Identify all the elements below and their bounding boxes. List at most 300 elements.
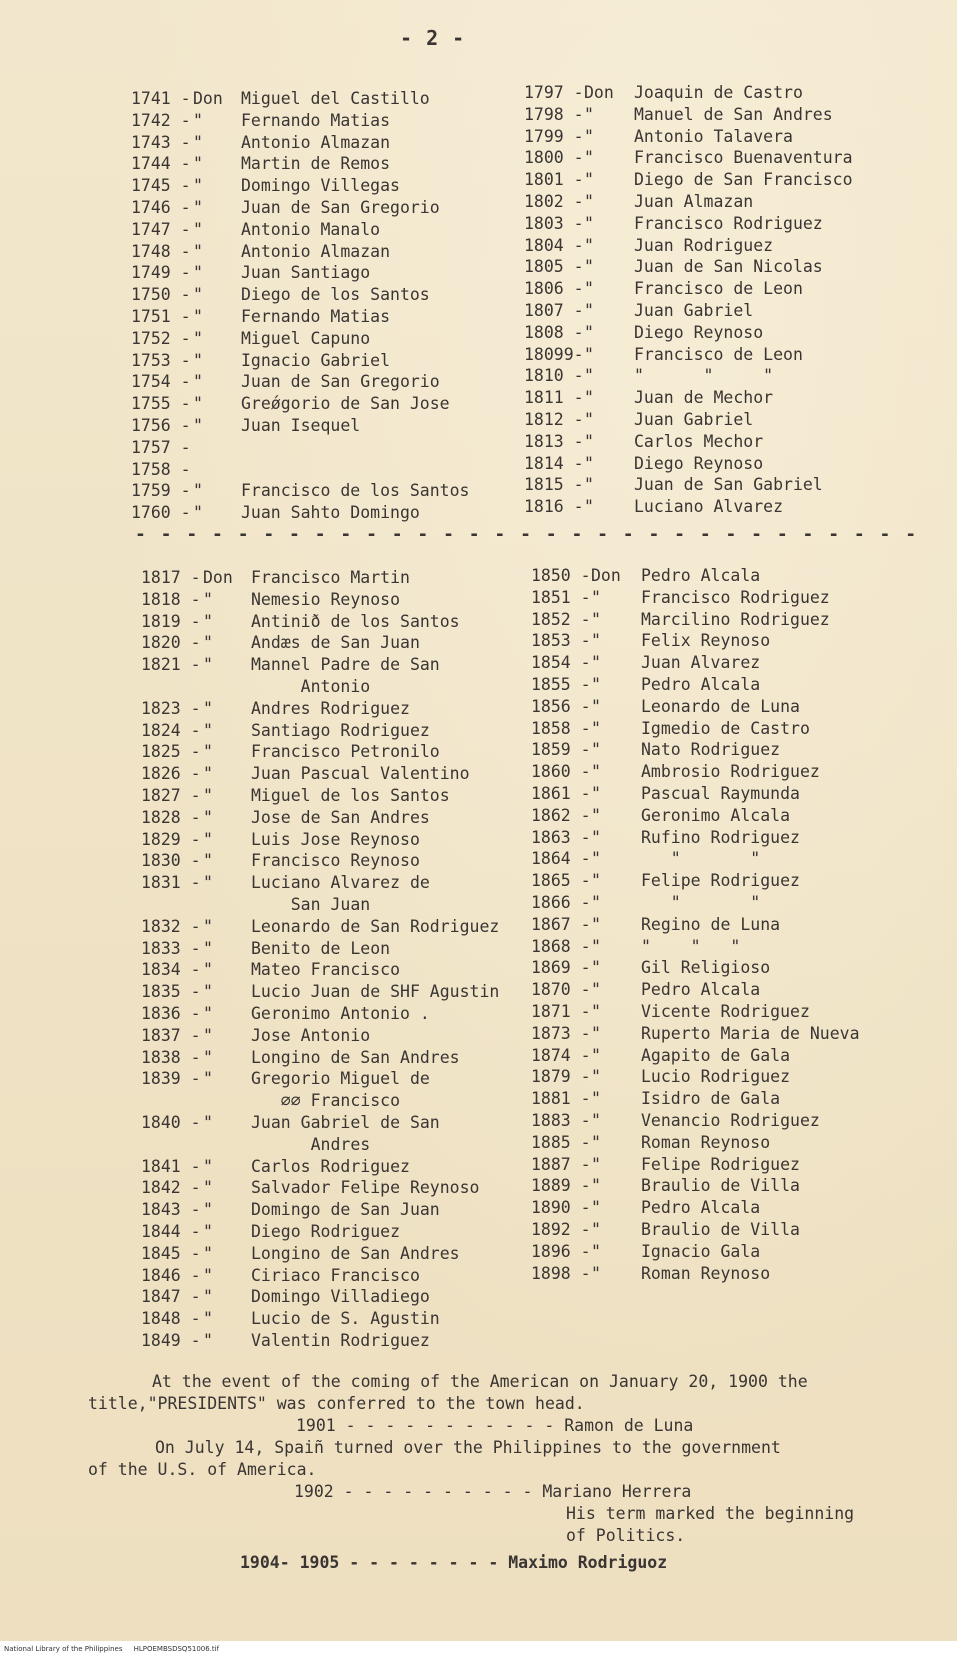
- roster-title: Don: [584, 83, 614, 102]
- roster-row: [141, 741, 499, 763]
- roster-year: 1861 -: [531, 783, 591, 803]
- roster-name: Miguel de los Santos: [251, 785, 450, 805]
- roster-name: Andres: [251, 1134, 371, 1154]
- roster-year: 1812 -: [524, 409, 584, 429]
- closing-line-5: of the U.S. of America.: [88, 1460, 317, 1479]
- roster-year: 1883 -: [531, 1110, 591, 1130]
- roster-row: [141, 894, 499, 916]
- roster-row: [141, 763, 499, 785]
- roster-name: Juan Rodriguez: [634, 235, 774, 255]
- roster-row: [141, 1047, 499, 1069]
- roster-year: 1817 -: [141, 568, 201, 587]
- roster-year: 1747 -: [131, 219, 191, 239]
- roster-name: Juan Alvarez: [641, 653, 761, 673]
- roster-row: [131, 88, 469, 110]
- roster-row: [141, 829, 499, 851]
- roster-year: 1850 -: [531, 566, 591, 585]
- roster-year: 1838 -: [141, 1047, 201, 1067]
- roster-name: Leonardo de Luna: [641, 696, 800, 716]
- roster-year: 1820 -: [141, 633, 201, 653]
- roster-year: 1830 -: [141, 851, 201, 871]
- roster-year: 1753 -: [131, 350, 191, 370]
- roster-row: [131, 328, 469, 350]
- roster-row: [531, 1023, 860, 1045]
- roster-row: [131, 371, 469, 393]
- roster-name: Mannel Padre de San: [251, 655, 440, 675]
- roster-title: ": [193, 285, 203, 305]
- roster-row: [524, 82, 853, 104]
- roster-row: [131, 415, 469, 437]
- roster-row: [531, 1110, 860, 1132]
- roster-year: 1825 -: [141, 742, 201, 762]
- roster-name: Lucio Rodriguez: [641, 1067, 791, 1087]
- roster-row: [141, 1308, 499, 1330]
- roster-name: Felipe Rodriguez: [641, 871, 800, 891]
- roster-name: Juan Isequel: [241, 415, 361, 435]
- closing-line-9: 1904- 1905 - - - - - - - - Maximo Rodriguoz: [240, 1553, 668, 1572]
- roster-row: [524, 104, 853, 126]
- roster-row: [141, 959, 499, 981]
- roster-name: Mateo Francisco: [251, 960, 401, 980]
- roster-row: [141, 1177, 499, 1199]
- roster-row: [524, 496, 853, 518]
- roster-name: Juan Gabriel: [634, 409, 754, 429]
- roster-year: 1866 -: [531, 892, 591, 912]
- roster-year: 1885 -: [531, 1132, 591, 1152]
- roster-name: Diego de los Santos: [241, 285, 430, 305]
- roster-row: [524, 344, 853, 366]
- roster-year: 1813 -: [524, 431, 584, 451]
- roster-title: ": [203, 916, 213, 936]
- roster-name: " ": [641, 849, 761, 869]
- roster-name: Luciano Alvarez: [634, 497, 784, 517]
- roster-year: 1745 -: [131, 176, 191, 196]
- roster-year: 1808 -: [524, 322, 584, 342]
- roster-row: [141, 1243, 499, 1265]
- roster-name: Felipe Rodriguez: [641, 1154, 800, 1174]
- roster-year: 1797 -: [524, 83, 584, 102]
- roster-year: 1873 -: [531, 1023, 591, 1043]
- roster-name: Nemesio Reynoso: [251, 589, 401, 609]
- roster-name: Longino de San Andres: [251, 1047, 460, 1067]
- roster-year: 1757 -: [131, 437, 191, 457]
- roster-name: Fernando Matias: [241, 110, 391, 130]
- roster-row: [531, 674, 860, 696]
- roster-year: 1851 -: [531, 587, 591, 607]
- roster-row: [524, 387, 853, 409]
- roster-row: [531, 739, 860, 761]
- roster-year: 1746 -: [131, 197, 191, 217]
- roster-year: 1871 -: [531, 1001, 591, 1021]
- roster-year: 1749 -: [131, 263, 191, 283]
- roster-title: ": [584, 191, 594, 211]
- roster-row: [131, 284, 469, 306]
- roster-title: ": [591, 696, 601, 716]
- roster-title: ": [203, 1003, 213, 1023]
- roster-year: 1837 -: [141, 1025, 201, 1045]
- roster-title: ": [591, 674, 601, 694]
- roster-row: [531, 1132, 860, 1154]
- roster-name: ∅∅ Francisco: [251, 1091, 401, 1111]
- roster-title: ": [584, 475, 594, 495]
- roster-name: Agapito de Gala: [641, 1045, 791, 1065]
- roster-title: ": [591, 1045, 601, 1065]
- roster-year: 1858 -: [531, 718, 591, 738]
- roster-name: Manuel de San Andres: [634, 104, 833, 124]
- roster-title: ": [193, 154, 203, 174]
- roster-title: ": [193, 241, 203, 261]
- roster-title: ": [203, 960, 213, 980]
- roster-title: ": [193, 350, 203, 370]
- roster-title: ": [193, 328, 203, 348]
- roster-title: ": [591, 827, 601, 847]
- roster-title: ": [591, 914, 601, 934]
- roster-year: 1879 -: [531, 1067, 591, 1087]
- roster-row: [141, 676, 499, 698]
- roster-title: ": [591, 1263, 601, 1283]
- roster-name: Ignacio Gabriel: [241, 350, 391, 370]
- roster-name: Ciriaco Francisco: [251, 1265, 420, 1285]
- roster-name: Francisco Martin: [251, 568, 410, 587]
- roster-row: [131, 480, 469, 502]
- closing-line-8: of Politics.: [566, 1526, 686, 1545]
- roster-title: ": [203, 655, 213, 675]
- roster-row: [131, 393, 469, 415]
- roster-year: 1756 -: [131, 415, 191, 435]
- roster-title: ": [591, 1089, 601, 1109]
- roster-name: Diego Rodriguez: [251, 1221, 401, 1241]
- roster-year: 1835 -: [141, 982, 201, 1002]
- roster-year: 1863 -: [531, 827, 591, 847]
- roster-title: ": [203, 742, 213, 762]
- roster-title: ": [203, 807, 213, 827]
- roster-year: 1874 -: [531, 1045, 591, 1065]
- roster-year: 1846 -: [141, 1265, 201, 1285]
- roster-row: [531, 1241, 860, 1263]
- roster-name: Luis Jose Reynoso: [251, 829, 420, 849]
- roster-row: [141, 1068, 499, 1090]
- section1-right-list: [524, 82, 853, 518]
- roster-name: Antonio Almazan: [241, 241, 391, 261]
- roster-title: ": [203, 1330, 213, 1350]
- roster-name: Marcilino Rodriguez: [641, 609, 830, 629]
- roster-year: 1865 -: [531, 871, 591, 891]
- roster-title: ": [584, 431, 594, 451]
- roster-row: [141, 1265, 499, 1287]
- roster-title: ": [584, 257, 594, 277]
- roster-row: [531, 565, 860, 587]
- roster-year: 1798 -: [524, 104, 584, 124]
- roster-year: 1816 -: [524, 497, 584, 517]
- roster-row: [131, 219, 469, 241]
- roster-year: 1844 -: [141, 1221, 201, 1241]
- roster-year: 1848 -: [141, 1309, 201, 1329]
- roster-name: Juan de Mechor: [634, 388, 774, 408]
- roster-year: 1811 -: [524, 388, 584, 408]
- roster-year: 1889 -: [531, 1176, 591, 1196]
- roster-name: Luciano Alvarez de: [251, 873, 430, 893]
- roster-year: 1862 -: [531, 805, 591, 825]
- roster-row: [131, 262, 469, 284]
- roster-row: [524, 213, 853, 235]
- roster-title: ": [591, 958, 601, 978]
- roster-title: ": [203, 785, 213, 805]
- roster-title: ": [193, 219, 203, 239]
- roster-year: 1890 -: [531, 1198, 591, 1218]
- roster-name: Ambrosio Rodriguez: [641, 762, 820, 782]
- roster-name: Domingo Villadiego: [251, 1287, 430, 1307]
- roster-name: Antonio Talavera: [634, 126, 793, 146]
- roster-year: 1868 -: [531, 936, 591, 956]
- roster-title: ": [591, 783, 601, 803]
- roster-year: 1870 -: [531, 980, 591, 1000]
- roster-name: Juan de San Gabriel: [634, 475, 823, 495]
- roster-name: Longino de San Andres: [251, 1243, 460, 1263]
- section2-left-list: [141, 567, 499, 1352]
- roster-year: 1814 -: [524, 453, 584, 473]
- roster-title: ": [203, 1243, 213, 1263]
- roster-row: [131, 306, 469, 328]
- roster-title: ": [584, 388, 594, 408]
- roster-name: Gregorio Miguel de: [251, 1069, 430, 1089]
- roster-year: 1869 -: [531, 958, 591, 978]
- roster-row: [531, 718, 860, 740]
- roster-name: Juan Santiago: [241, 263, 371, 283]
- roster-row: [131, 459, 469, 481]
- roster-title: ": [193, 415, 203, 435]
- roster-title: ": [584, 300, 594, 320]
- roster-row: [531, 805, 860, 827]
- roster-row: [131, 132, 469, 154]
- roster-name: Francisco de Leon: [634, 279, 803, 299]
- roster-row: [524, 256, 853, 278]
- roster-title: ": [193, 394, 203, 414]
- roster-title: ": [591, 980, 601, 1000]
- roster-title: ": [591, 1241, 601, 1261]
- roster-row: [524, 453, 853, 475]
- roster-name: Diego Reynoso: [634, 453, 764, 473]
- roster-row: [131, 350, 469, 372]
- roster-year: 1752 -: [131, 328, 191, 348]
- roster-title: ": [591, 1001, 601, 1021]
- roster-year: 1799 -: [524, 126, 584, 146]
- roster-row: [141, 1090, 499, 1112]
- roster-row: [531, 1219, 860, 1241]
- roster-row: [141, 916, 499, 938]
- roster-name: Ignacio Gala: [641, 1241, 761, 1261]
- roster-row: [531, 848, 860, 870]
- roster-year: 1853 -: [531, 631, 591, 651]
- roster-name: San Juan: [251, 894, 371, 914]
- roster-title: ": [584, 148, 594, 168]
- roster-title: ": [584, 235, 594, 255]
- roster-name: Geronimo Antonio .: [251, 1003, 430, 1023]
- roster-row: [141, 1199, 499, 1221]
- roster-title: ": [193, 197, 203, 217]
- roster-year: 1827 -: [141, 785, 201, 805]
- roster-row: [141, 589, 499, 611]
- roster-name: Domingo de San Juan: [251, 1200, 440, 1220]
- roster-name: Ruperto Maria de Nueva: [641, 1023, 860, 1043]
- roster-year: 1852 -: [531, 609, 591, 629]
- roster-title: Don: [193, 89, 223, 108]
- roster-title: ": [203, 1178, 213, 1198]
- roster-title: ": [203, 1047, 213, 1067]
- roster-year: 1840 -: [141, 1112, 201, 1132]
- roster-title: ": [584, 453, 594, 473]
- roster-row: [531, 1045, 860, 1067]
- roster-title: ": [203, 1200, 213, 1220]
- roster-name: Francisco de los Santos: [241, 481, 470, 501]
- roster-title: ": [203, 1112, 213, 1132]
- roster-year: 1892 -: [531, 1219, 591, 1239]
- roster-title: ": [203, 589, 213, 609]
- closing-line-4: On July 14, Spaiñ turned over the Philippines to the government: [155, 1438, 781, 1457]
- separator-line: - - - - - - - - - - - - - - - - - - - - - - - - - - - - - - -: [135, 524, 919, 545]
- roster-year: 1802 -: [524, 191, 584, 211]
- roster-name: Diego de San Francisco: [634, 170, 853, 190]
- roster-row: [531, 587, 860, 609]
- roster-name: Francisco Buenaventura: [634, 148, 853, 168]
- roster-row: [524, 365, 853, 387]
- roster-title: ": [591, 587, 601, 607]
- roster-row: [141, 1134, 499, 1156]
- roster-year: 1834 -: [141, 960, 201, 980]
- roster-row: [131, 153, 469, 175]
- roster-name: Pedro Alcala: [641, 566, 761, 585]
- roster-name: Andres Rodriguez: [251, 698, 410, 718]
- roster-title: ": [584, 213, 594, 233]
- roster-name: Nato Rodriguez: [641, 740, 781, 760]
- roster-year: 1742 -: [131, 110, 191, 130]
- roster-name: " " ": [634, 366, 774, 386]
- roster-title: ": [591, 1198, 601, 1218]
- roster-row: [141, 654, 499, 676]
- roster-title: ": [203, 1025, 213, 1045]
- roster-row: [531, 696, 860, 718]
- roster-title: ": [591, 849, 601, 869]
- roster-row: [531, 957, 860, 979]
- roster-name: Isidro de Gala: [641, 1089, 781, 1109]
- roster-year: 1805 -: [524, 257, 584, 277]
- roster-year: 1810 -: [524, 366, 584, 386]
- roster-name: Juan Sahto Domingo: [241, 503, 420, 523]
- roster-row: [531, 1001, 860, 1023]
- roster-row: [531, 1263, 860, 1285]
- roster-name: Carlos Mechor: [634, 431, 764, 451]
- roster-name: Juan de San Gregorio: [241, 197, 440, 217]
- roster-row: [141, 872, 499, 894]
- roster-year: 1819 -: [141, 611, 201, 631]
- roster-title: ": [591, 871, 601, 891]
- roster-year: 1831 -: [141, 873, 201, 893]
- roster-year: 1824 -: [141, 720, 201, 740]
- roster-title: ": [591, 1154, 601, 1174]
- roster-name: Francisco Rodriguez: [641, 587, 830, 607]
- roster-name: Francisco Petronilo: [251, 742, 440, 762]
- roster-row: [141, 785, 499, 807]
- roster-year: 1803 -: [524, 213, 584, 233]
- roster-title: ": [193, 481, 203, 501]
- roster-name: Geronimo Alcala: [641, 805, 791, 825]
- roster-row: [141, 1156, 499, 1178]
- roster-year: 1828 -: [141, 807, 201, 827]
- roster-row: [131, 437, 469, 459]
- roster-row: [141, 1112, 499, 1134]
- roster-row: [141, 567, 499, 589]
- roster-name: Francisco Reynoso: [251, 851, 420, 871]
- roster-row: [524, 147, 853, 169]
- roster-name: Pedro Alcala: [641, 980, 761, 1000]
- roster-year: 1867 -: [531, 914, 591, 934]
- closing-line-1: At the event of the coming of the American on January 20, 1900 the: [152, 1372, 808, 1391]
- roster-year: 1741 -: [131, 89, 191, 108]
- roster-title: ": [584, 279, 594, 299]
- roster-year: 1833 -: [141, 938, 201, 958]
- roster-year: 1847 -: [141, 1287, 201, 1307]
- roster-row: [141, 698, 499, 720]
- roster-year: 1744 -: [131, 154, 191, 174]
- roster-year: 1860 -: [531, 762, 591, 782]
- roster-title: ": [203, 873, 213, 893]
- roster-title: ": [203, 698, 213, 718]
- roster-row: [141, 850, 499, 872]
- roster-year: 1800 -: [524, 148, 584, 168]
- roster-year: 18099-: [524, 344, 584, 364]
- roster-year: 1826 -: [141, 764, 201, 784]
- roster-row: [131, 110, 469, 132]
- scan-footer-caption: National Library of the Philippines HLPOEMBSDSQ51006.tif: [4, 1645, 220, 1653]
- roster-year: 1755 -: [131, 394, 191, 414]
- roster-title: ": [203, 1069, 213, 1089]
- roster-name: Juan Pascual Valentino: [251, 764, 470, 784]
- closing-line-6: 1902 - - - - - - - - - - Mariano Herrera: [294, 1482, 692, 1501]
- roster-year: 1760 -: [131, 503, 191, 523]
- roster-name: Regino de Luna: [641, 914, 781, 934]
- roster-title: ": [584, 104, 594, 124]
- roster-title: ": [591, 892, 601, 912]
- roster-name: Valentin Rodriguez: [251, 1330, 430, 1350]
- roster-name: Vicente Rodriguez: [641, 1001, 810, 1021]
- roster-row: [531, 1066, 860, 1088]
- roster-row: [141, 938, 499, 960]
- roster-name: Diego Reynoso: [634, 322, 764, 342]
- roster-title: ": [193, 263, 203, 283]
- roster-name: Braulio de Villa: [641, 1176, 800, 1196]
- roster-title: ": [203, 1156, 213, 1176]
- roster-name: Andæs de San Juan: [251, 633, 420, 653]
- roster-title: ": [591, 609, 601, 629]
- roster-title: ": [584, 126, 594, 146]
- roster-name: Joaquin de Castro: [634, 83, 803, 102]
- roster-year: 1815 -: [524, 475, 584, 495]
- section2-right-list: [531, 565, 860, 1284]
- roster-year: 1754 -: [131, 372, 191, 392]
- roster-name: Roman Reynoso: [641, 1132, 771, 1152]
- roster-title: ": [591, 762, 601, 782]
- roster-year: 1759 -: [131, 481, 191, 501]
- roster-row: [531, 1088, 860, 1110]
- roster-name: Rufino Rodriguez: [641, 827, 800, 847]
- roster-year: 1821 -: [141, 655, 201, 675]
- roster-row: [531, 979, 860, 1001]
- roster-name: Fernando Matias: [241, 306, 391, 326]
- roster-year: 1896 -: [531, 1241, 591, 1261]
- roster-year: 1849 -: [141, 1330, 201, 1350]
- roster-name: Greǿgorio de San Jose: [241, 394, 450, 414]
- roster-title: ": [203, 633, 213, 653]
- roster-name: Carlos Rodriguez: [251, 1156, 410, 1176]
